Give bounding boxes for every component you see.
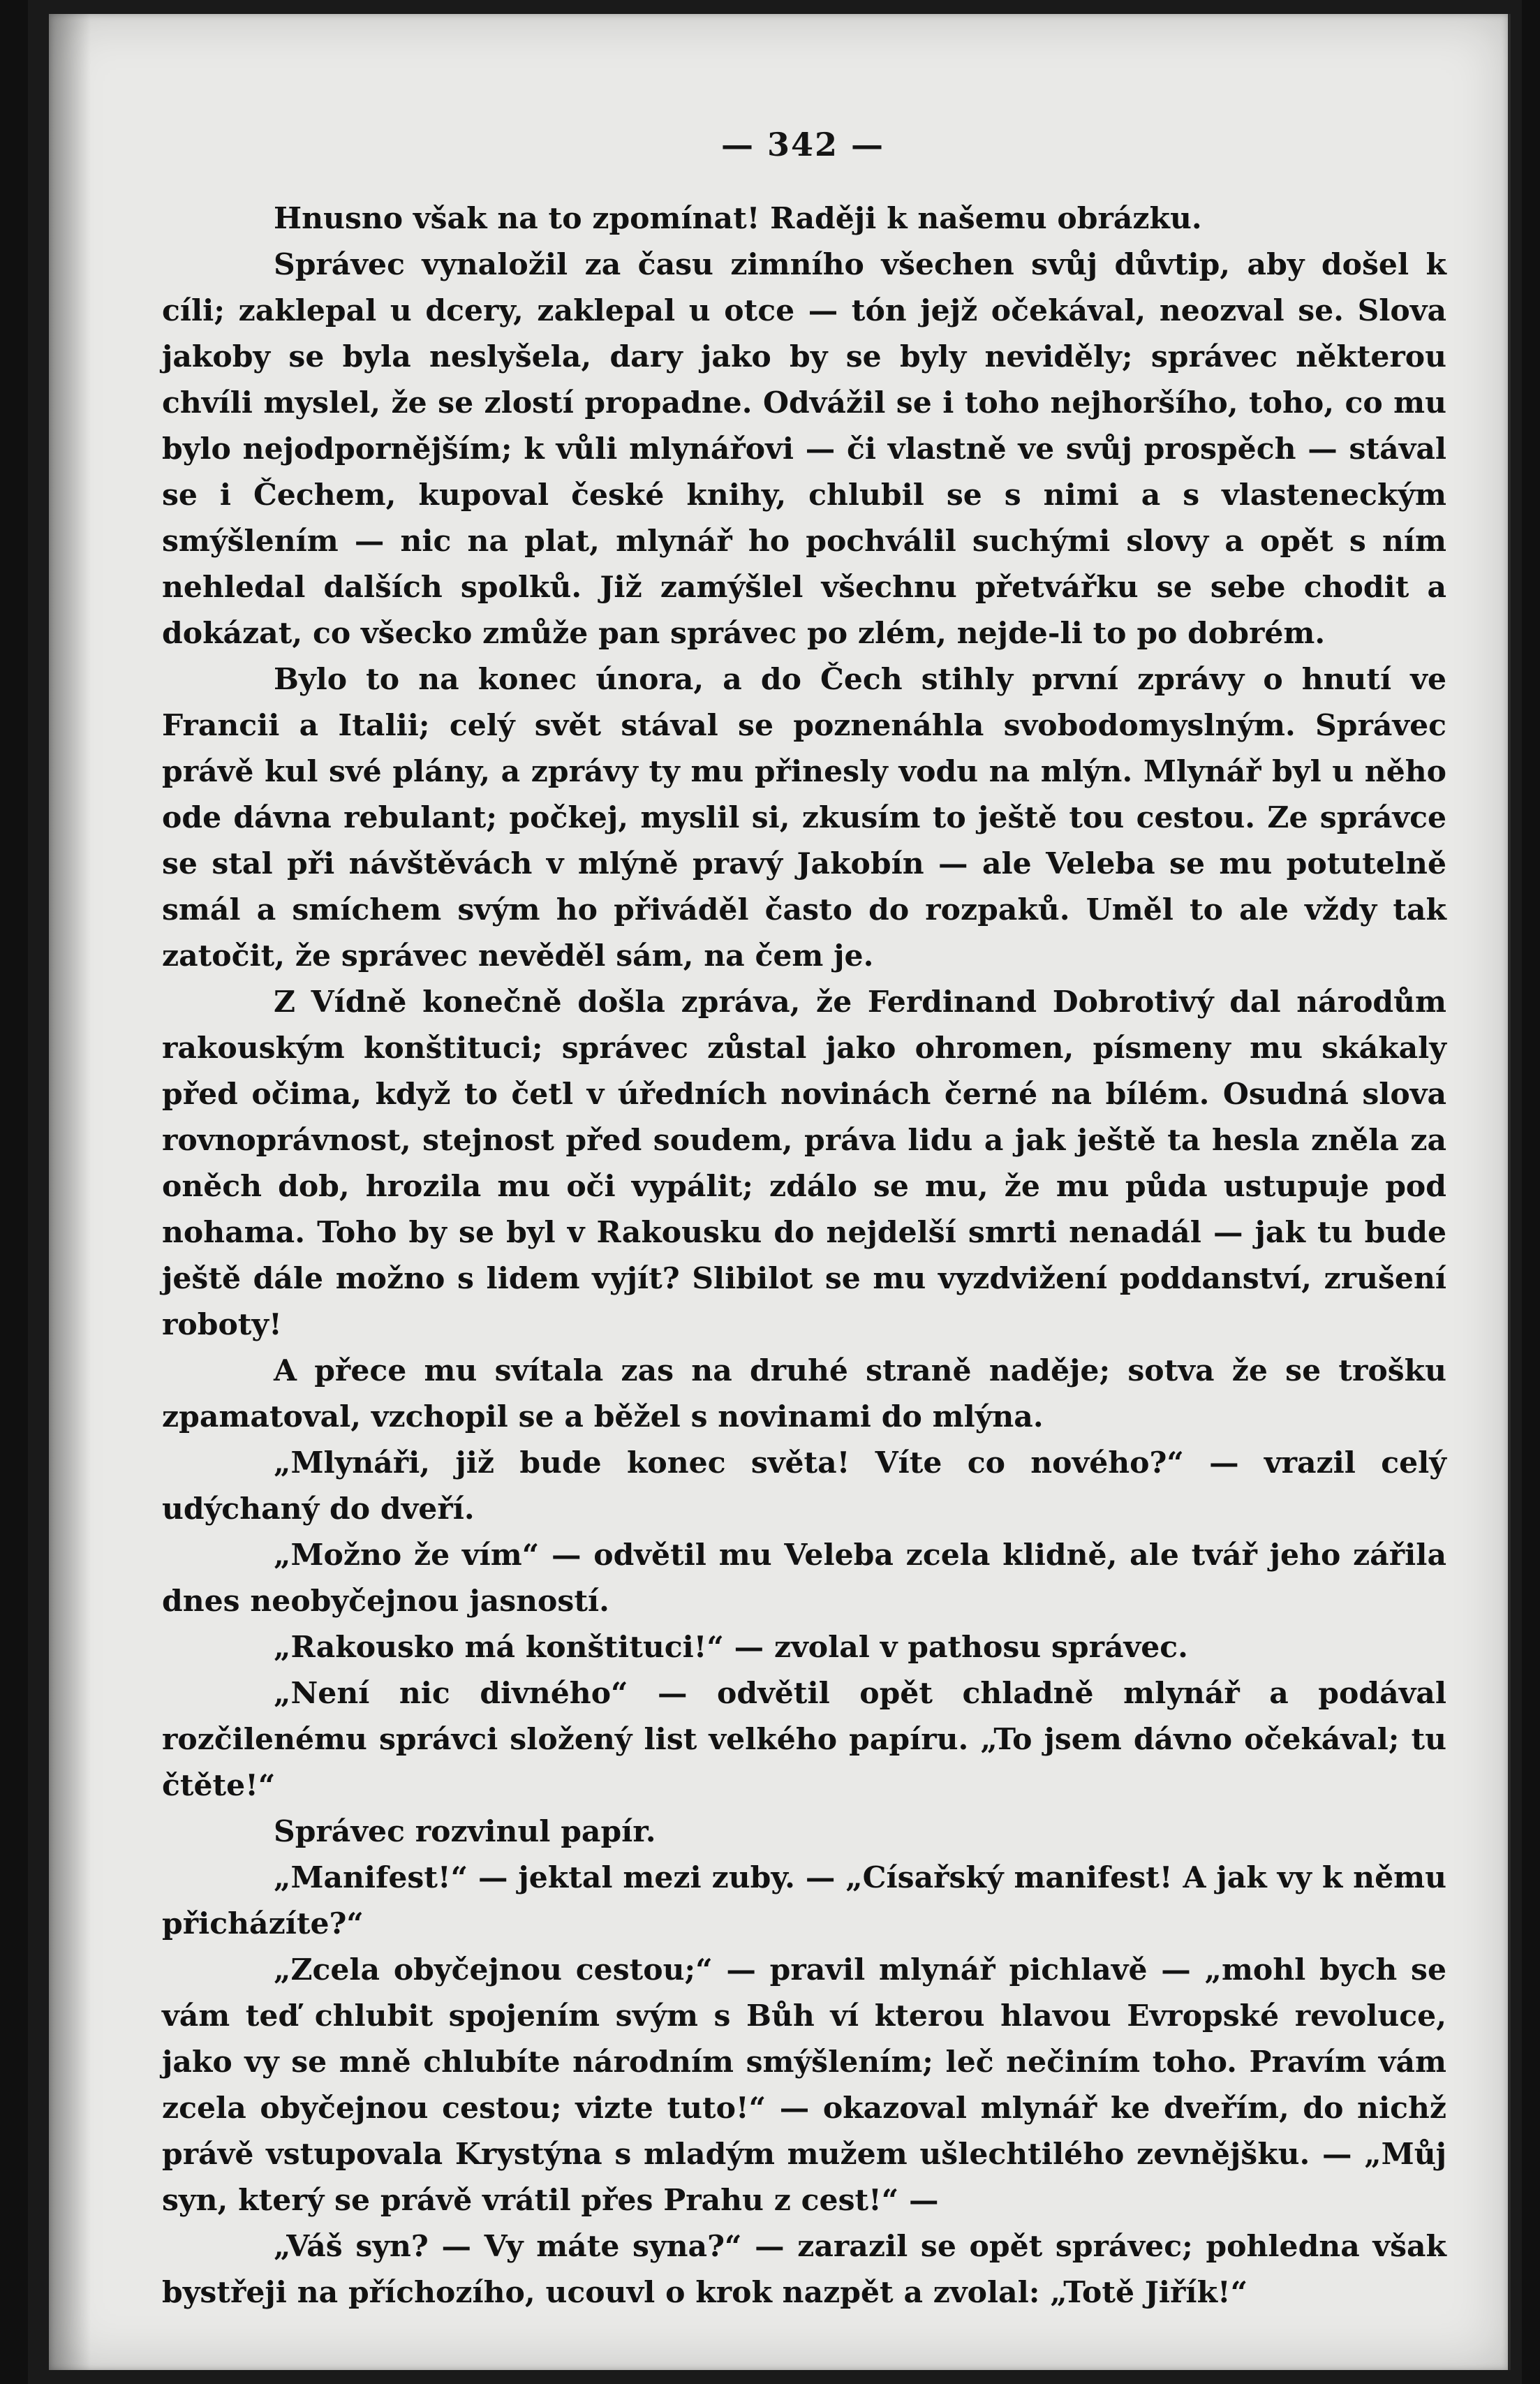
- paragraph: Hnusno však na to zpomínat! Raději k našemu obrázku.: [274, 201, 1202, 236]
- paragraph: Z Vídně konečně došla zpráva, že Ferdinand Dobrotivý dal národům rakouským konštituci; správec zůstal jako ohromen, písmeny mu skákaly před očima, když to četl v úředních novinách černé na bílém. Osudná slova rovnoprávnost, stejnost před soudem, práva lidu a jak ještě ta hesla zněla za oněch dob, hrozila mu oči vypálit; zdálo se mu, že mu půda ustupuje pod nohama. Toho by se byl v Rakousku do nejdelší smrti nenadál — jak tu bude ještě dále možno s lidem vyjít? Slibilot se mu vyzdvižení poddanství, zrušení roboty!: [162, 985, 1446, 1342]
- paragraph: Bylo to na konec února, a do Čech stihly první zprávy o hnutí ve Francii a Italii; celý svět stával se poznenáhla svobodomyslným. Správec právě kul své plány, a zprávy ty mu přinesly vodu na mlýn. Mlynář byl u něho ode dávna rebulant; počkej, myslil si, zkusím to ještě tou cestou. Ze správce se stal při návštěvách v mlýně pravý Jakobín — ale Veleba se mu potutelně smál a smíchem svým ho přiváděl často do rozpaků. Uměl to ale vždy tak zatočit, že správec nevěděl sám, na čem je.: [162, 662, 1446, 973]
- paragraph: „Není nic divného“ — odvětil opět chladně mlynář a podával rozčilenému správci složený list velkého papíru. „To jsem dávno očekával; tu čtěte!“: [162, 1676, 1446, 1803]
- page-text: [162, 196, 1446, 2316]
- paragraph: A přece mu svítala zas na druhé straně naděje; sotva že se trošku zpamatoval, vzchopil se a běžel s novinami do mlýna.: [162, 1353, 1446, 1434]
- paragraph: „Zcela obyčejnou cestou;“ — pravil mlynář pichlavě — „mohl bych se vám teď chlubit spojením svým s Bůh ví kterou hlavou Evropské revoluce, jako vy se mně chlubíte národním smýšlením; leč nečiním toho. Pravím vám zcela obyčejnou cestou; vizte tuto!“ — okazoval mlynář ke dveřím, do nichž právě vstupovala Krystýna s mladým mužem ušlechtilého zevnějšku. — „Můj syn, který se právě vrátil přes Prahu z cest!“ —: [162, 1952, 1446, 2218]
- paragraph: Správec rozvinul papír.: [274, 1814, 656, 1849]
- paragraph: Správec vynaložil za času zimního všechen svůj důvtip, aby došel k cíli; zaklepal u dcery, zaklepal u otce — tón jejž očekával, neozval se. Slova jakoby se byla neslyšela, dary jako by se byly neviděly; správec některou chvíli myslel, že se zlostí propadne. Odvážil se i toho nejhoršího, toho, co mu bylo nejodpornějším; k vůli mlynářovi — či vlastně ve svůj prospěch — stával se i Čechem, kupoval české knihy, chlubil se s nimi a s vlasteneckým smýšlením — nic na plat, mlynář ho pochválil suchými slovy a opět s ním nehledal dalších spolků. Již zamýšlel všechnu přetvářku se sebe chodit a dokázat, co všecko zmůže pan správec po zlém, nejde-li to po dobrém.: [162, 247, 1446, 651]
- paragraph: „Rakousko má konštituci!“ — zvolal v pathosu správec.: [274, 1630, 1188, 1665]
- page-spine-shadow: [49, 14, 91, 2370]
- paragraph: „Váš syn? — Vy máte syna?“ — zarazil se opět správec; pohledna však bystřeji na příchozího, ucouvl o krok nazpět a zvolal: „Totě Jiřík!“: [162, 2229, 1446, 2310]
- paragraph: „Manifest!“ — jektal mezi zuby. — „Císařský manifest! A jak vy k němu přicházíte?“: [162, 1860, 1446, 1941]
- paragraph: „Možno že vím“ — odvětil mu Veleba zcela klidně, ale tvář jeho zářila dnes neobyčejnou jasností.: [162, 1538, 1446, 1619]
- page-number: — 342 —: [720, 126, 885, 163]
- paragraph: „Mlynáři, již bude konec světa! Víte co nového?“ — vrazil celý udýchaný do dveří.: [162, 1445, 1446, 1526]
